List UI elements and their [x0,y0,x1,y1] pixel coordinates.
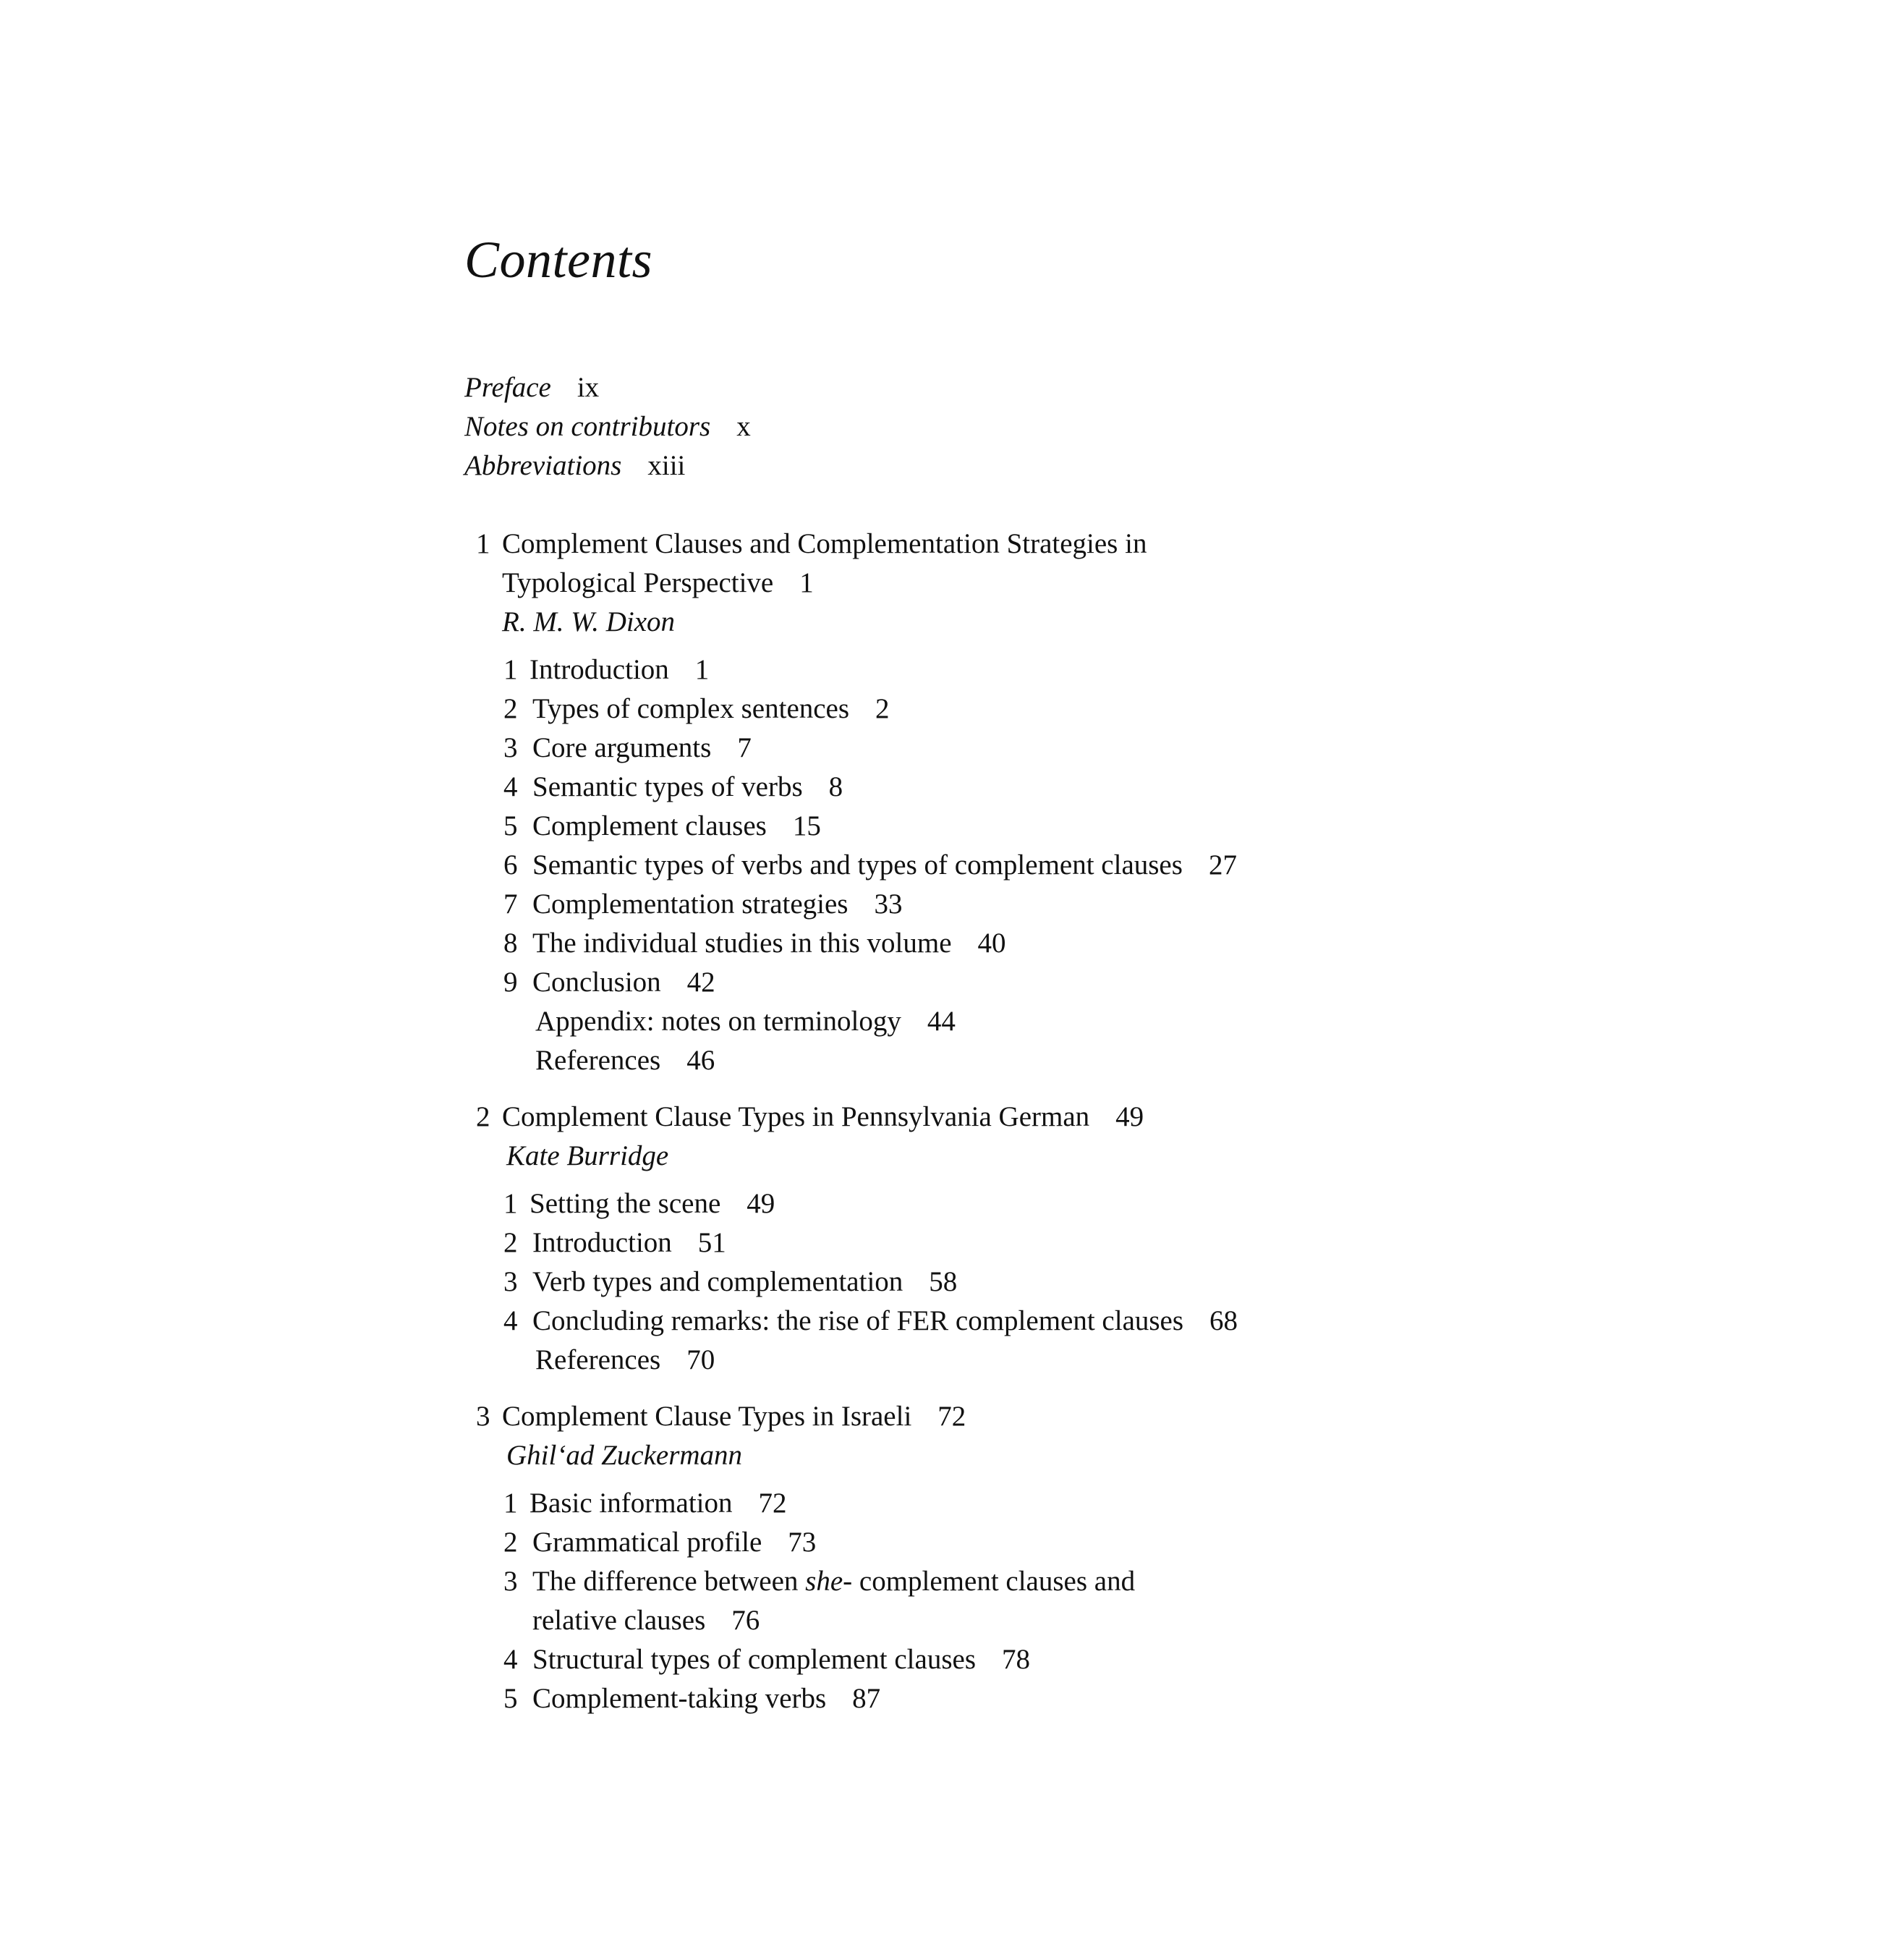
section-1-5 [503,812,821,840]
section-page: 44 [927,1006,956,1037]
toc-entry-abbreviations [464,451,685,480]
section-page: 73 [788,1527,817,1558]
page-title: Contents [464,231,653,289]
chapter-3-title [476,1402,966,1430]
section-title: References [535,1045,661,1076]
section-title: Complement-taking verbs [532,1683,827,1714]
section-title-italic: she- [805,1566,853,1597]
section-1-7 [503,890,902,918]
section-3-3-line-1 [503,1567,1135,1595]
chapter-number: 1 [476,528,490,559]
section-number: 2 [503,1527,518,1558]
section-title: The individual studies in this volume [532,928,952,959]
section-number: 7 [503,888,518,920]
section-page: 7 [737,732,752,763]
section-title: Complementation strategies [532,888,849,920]
section-page: 76 [731,1605,760,1636]
section-title: Introduction [532,1227,672,1258]
section-title: Verb types and complementation [532,1266,903,1297]
section-title: Appendix: notes on terminology [535,1006,901,1037]
entry-page: x [736,411,751,442]
chapter-1-title-line-2 [502,569,814,597]
section-page: 46 [686,1045,715,1076]
section-title: Complement clauses [532,810,767,841]
entry-page: ix [577,372,600,403]
section-title: Types of complex sentences [532,693,850,724]
section-2-1 [503,1189,775,1218]
section-number: 3 [503,732,518,763]
section-title: Conclusion [532,967,661,998]
section-title: Structural types of complement clauses [532,1644,976,1675]
entry-title: Preface [464,372,551,403]
entry-title: Notes on contributors [464,411,711,442]
section-3-1 [503,1489,787,1517]
section-1-9 [503,968,715,996]
chapter-number: 3 [476,1401,490,1432]
section-number: 5 [503,810,518,841]
section-title: Grammatical profile [532,1527,762,1558]
section-title: References [535,1344,661,1375]
chapter-title: Complement Clauses and Complementation Strategies in [502,528,1147,559]
section-1-4 [503,773,843,801]
section-number: 4 [503,1644,518,1675]
section-1-8 [503,929,1006,957]
chapter-3-author: Ghil‘ad Zuckermann [506,1440,743,1471]
section-title-pre: The difference between [532,1566,806,1597]
section-2-3 [503,1268,957,1296]
section-number: 2 [503,693,518,724]
section-number: 4 [503,771,518,802]
section-3-2 [503,1528,816,1556]
section-page: 68 [1209,1305,1238,1336]
section-page: 2 [875,693,890,724]
section-1-3 [503,734,752,762]
chapter-title: Complement Clause Types in Israeli [502,1401,912,1432]
section-page: 49 [747,1188,775,1219]
section-title-post: complement clauses and [852,1566,1136,1597]
section-page: 87 [852,1683,881,1714]
section-2-4 [503,1307,1238,1335]
chapter-title: Complement Clause Types in Pennsylvania German [502,1101,1090,1132]
section-title: Core arguments [532,732,712,763]
chapter-2-references [535,1346,715,1374]
chapter-2-title [476,1103,1144,1131]
section-title: Introduction [530,654,669,685]
chapter-page: 72 [937,1401,966,1432]
section-page: 78 [1002,1644,1030,1675]
section-number: 1 [503,1188,518,1219]
section-3-5 [503,1684,880,1713]
section-page: 8 [828,771,843,802]
section-page: 42 [686,967,715,998]
section-number: 4 [503,1305,518,1336]
section-number: 3 [503,1566,518,1597]
section-1-2 [503,695,890,723]
chapter-2-author: Kate Burridge [506,1140,669,1171]
section-number: 8 [503,928,518,959]
chapter-title: Typological Perspective [502,567,774,598]
chapter-page: 49 [1115,1101,1144,1132]
section-page: 1 [694,654,710,685]
section-title: Basic information [530,1488,733,1519]
section-page: 58 [929,1266,958,1297]
section-number: 6 [503,849,518,881]
section-page: 33 [874,888,903,920]
section-page: 51 [697,1227,726,1258]
chapter-1-author: R. M. W. Dixon [502,606,676,637]
section-page: 15 [792,810,821,841]
toc-entry-notes-on-contributors [464,412,751,441]
section-page: 72 [758,1488,787,1519]
chapter-1-title-line-1 [476,530,1147,558]
entry-page: xiii [647,450,686,481]
section-number: 2 [503,1227,518,1258]
section-page: 70 [686,1344,715,1375]
section-number: 1 [503,1488,518,1519]
chapter-page: 1 [799,567,814,598]
section-number: 9 [503,967,518,998]
section-title: relative clauses [532,1605,706,1636]
section-title: Setting the scene [530,1188,721,1219]
section-page: 27 [1208,849,1237,881]
section-number: 5 [503,1683,518,1714]
section-1-1 [503,656,709,684]
section-2-2 [503,1229,726,1257]
entry-title: Abbreviations [464,450,622,481]
chapter-1-appendix [535,1007,956,1035]
section-3-4 [503,1645,1030,1673]
section-1-6 [503,851,1237,879]
section-page: 40 [977,928,1006,959]
chapter-number: 2 [476,1101,490,1132]
section-number: 3 [503,1266,518,1297]
section-title: Concluding remarks: the rise of FER complement clauses [532,1305,1184,1336]
section-3-3-line-2 [532,1606,760,1634]
section-title: Semantic types of verbs and types of complement clauses [532,849,1183,881]
section-title: Semantic types of verbs [532,771,803,802]
section-number: 1 [503,654,518,685]
chapter-1-references [535,1046,715,1074]
toc-entry-preface [464,373,599,402]
